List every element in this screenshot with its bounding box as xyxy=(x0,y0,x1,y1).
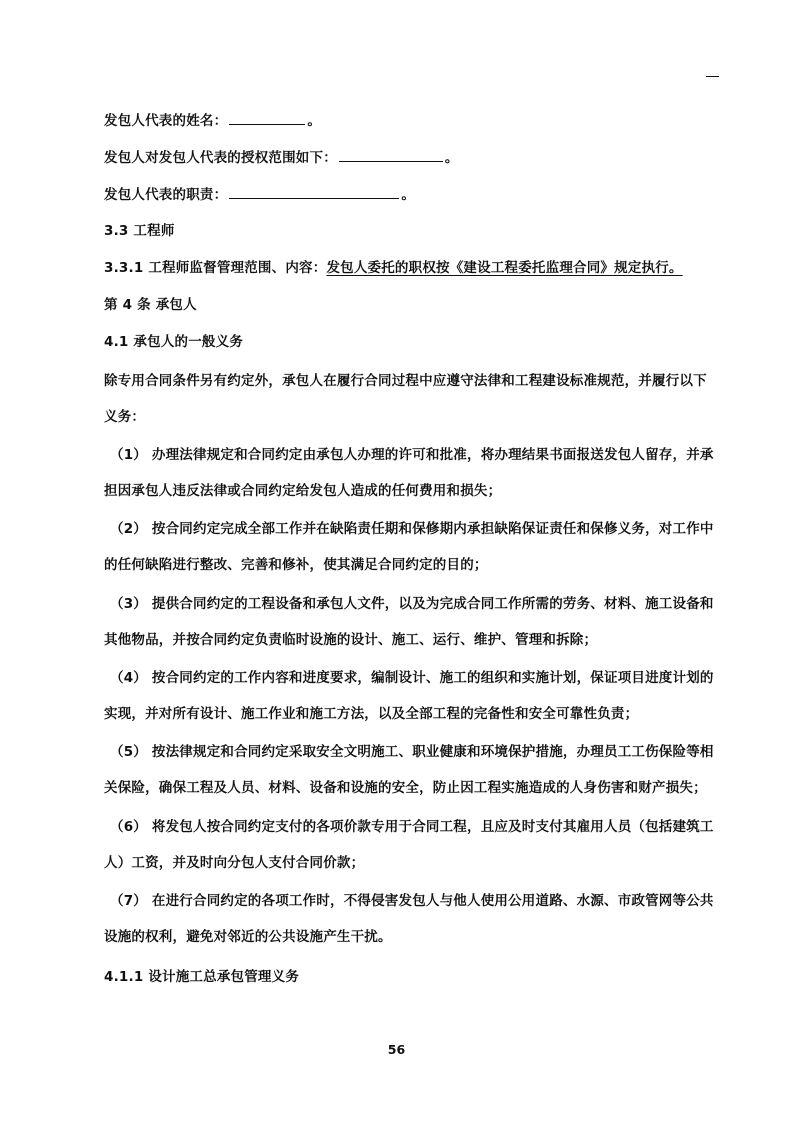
corner-dash-mark xyxy=(706,76,719,77)
page-number: 56 xyxy=(387,1042,406,1057)
rep-scope-end: 。 xyxy=(444,150,459,166)
rep-name-label: 发包人代表的姓名： xyxy=(104,113,228,129)
section-3-3-heading: 3.3 工程师 xyxy=(104,223,175,239)
obligation-item-3-line-2: 其他物品，并按合同约定负责临时设施的设计、施工、运行、维护、管理和拆除； xyxy=(104,632,598,648)
rep-duty-end: 。 xyxy=(401,187,416,203)
obligation-item-6-line-2: 人）工资，并及时向分包人支付合同价款； xyxy=(104,855,365,871)
rep-name-end: 。 xyxy=(307,113,322,129)
obligation-item-7-line-1: （7） 在进行合同约定的各项工作时，不得侵害发包人与他人使用公用道路、水源、市政管网等公共 xyxy=(110,893,714,909)
rep-duty-label: 发包人代表的职责： xyxy=(104,187,228,203)
obligation-item-4-line-1: （4） 按合同约定的工作内容和进度要求，编制设计、施工的组织和实施计划，保证项目进度计划的 xyxy=(110,670,714,686)
obligation-item-7-line-2: 设施的权利，避免对邻近的公共设施产生干扰。 xyxy=(104,929,392,945)
obligation-item-5-line-1: （5） 按法律规定和合同约定采取安全文明施工、职业健康和环境保护措施，办理员工工伤保险等相 xyxy=(110,744,714,760)
section-4-1-heading: 4.1 承包人的一般义务 xyxy=(104,334,244,350)
rep-scope-label: 发包人对发包人代表的授权范围如下： xyxy=(104,150,337,166)
section-3-3-1-line xyxy=(104,259,724,277)
article-4-heading: 第 4 条 承包人 xyxy=(104,297,197,313)
obligation-item-2-line-2: 的任何缺陷进行整改、完善和修补，使其满足合同约定的目的； xyxy=(104,557,488,573)
obligation-item-5-line-2: 关保险，确保工程及人员、材料、设备和设施的安全，防止因工程实施造成的人身伤害和财产损失； xyxy=(104,780,707,796)
section-3-3-1-underlined-text: 发包人委托的职权按《建设工程委托监理合同》规定执行。 xyxy=(326,260,683,276)
rep-scope-blank[interactable] xyxy=(339,148,443,162)
obligation-item-3-line-1: （3） 提供合同约定的工程设备和承包人文件，以及为完成合同工作所需的劳务、材料、施工设备和 xyxy=(110,596,714,612)
obligation-item-1-line-1: （1） 办理法律规定和合同约定由承包人办理的许可和批准，将办理结果书面报送发包人留存，并承 xyxy=(110,447,714,463)
rep-scope-line xyxy=(104,148,724,167)
intro-line-2: 义务： xyxy=(104,409,146,425)
obligation-item-2-line-1: （2） 按合同约定完成全部工作并在缺陷责任期和保修期内承担缺陷保证责任和保修义务，对工作中 xyxy=(110,521,714,537)
rep-name-blank[interactable] xyxy=(229,111,305,125)
rep-duty-blank[interactable] xyxy=(229,185,399,199)
intro-line-1: 除专用合同条件另有约定外，承包人在履行合同过程中应遵守法律和工程建设标准规范，并履行以下 xyxy=(104,373,707,389)
section-3-3-1-prefix: 3.3.1 工程师监督管理范围、内容： xyxy=(104,260,327,276)
rep-name-line xyxy=(104,111,724,130)
obligation-item-6-line-1: （6） 将发包人按合同约定支付的各项价款专用于合同工程，且应及时支付其雇用人员（包括建筑工 xyxy=(110,819,714,835)
section-4-1-1-heading: 4.1.1 设计施工总承包管理义务 xyxy=(104,969,300,985)
obligation-item-4-line-2: 实现，并对所有设计、施工作业和施工方法，以及全部工程的完备性和安全可靠性负责； xyxy=(104,706,639,722)
obligation-item-1-line-2: 担因承包人违反法律或合同约定给发包人造成的任何费用和损失； xyxy=(104,483,502,499)
rep-duty-line xyxy=(104,185,724,204)
